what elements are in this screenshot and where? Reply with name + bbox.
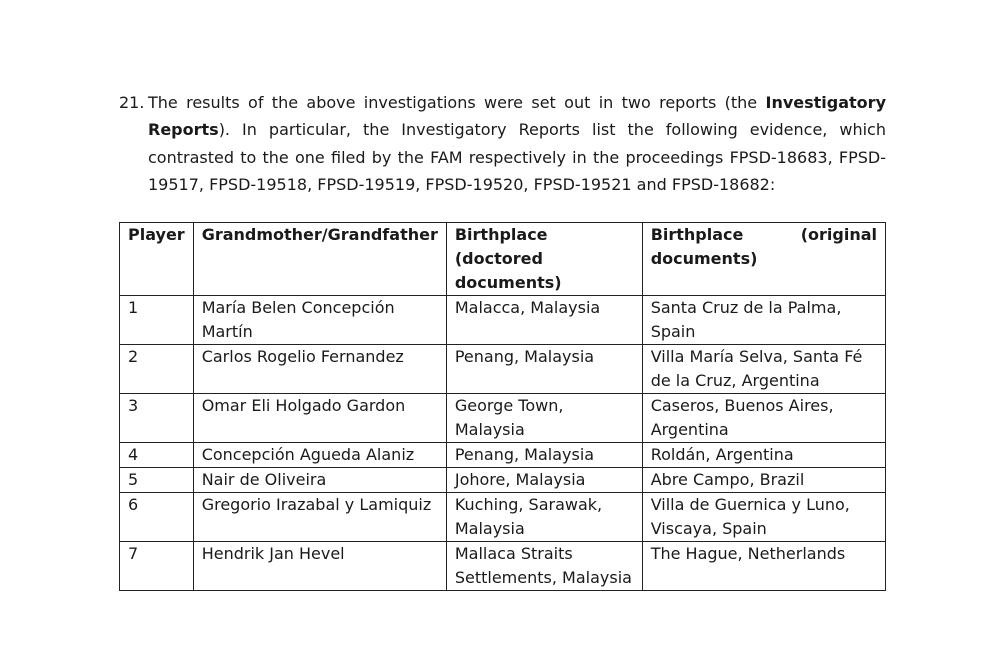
- cell-doctored: Kuching, Sarawak, Malaysia: [446, 493, 642, 542]
- cell-doctored: George Town, Malaysia: [446, 394, 642, 443]
- header-player: Player: [120, 223, 194, 296]
- header-doctored: Birthplace (doctored documents): [446, 223, 642, 296]
- cell-grandparent: Omar Eli Holgado Gardon: [193, 394, 446, 443]
- header-original-word: Birthplace: [650, 225, 744, 244]
- cell-original: Villa María Selva, Santa Fé de la Cruz, Argentina: [642, 345, 885, 394]
- table-row: [120, 542, 886, 591]
- evidence-table: [119, 222, 886, 591]
- table-row: [120, 493, 886, 542]
- cell-player: 1: [120, 296, 194, 345]
- cell-grandparent: Concepción Agueda Alaniz: [193, 443, 446, 468]
- table-row: [120, 296, 886, 345]
- cell-original: Roldán, Argentina: [642, 443, 885, 468]
- cell-doctored: Penang, Malaysia: [446, 345, 642, 394]
- cell-doctored: Mallaca Straits Settlements, Malaysia: [446, 542, 642, 591]
- cell-player: 5: [120, 468, 194, 493]
- paragraph-bold-term: Investigatory Reports: [148, 93, 886, 140]
- cell-grandparent: Carlos Rogelio Fernandez: [193, 345, 446, 394]
- header-original-rest-first: (original: [800, 225, 877, 244]
- paragraph-number: 21.: [119, 93, 145, 112]
- cell-original: Caseros, Buenos Aires, Argentina: [642, 394, 885, 443]
- cell-doctored: Malacca, Malaysia: [446, 296, 642, 345]
- cell-player: 3: [120, 394, 194, 443]
- table-body: [120, 296, 886, 591]
- paragraph-21: [119, 89, 886, 199]
- cell-grandparent: Gregorio Irazabal y Lamiquiz: [193, 493, 446, 542]
- table-row: [120, 394, 886, 443]
- cell-original: Villa de Guernica y Luno, Viscaya, Spain: [642, 493, 885, 542]
- cell-original: The Hague, Netherlands: [642, 542, 885, 591]
- cell-grandparent: Nair de Oliveira: [193, 468, 446, 493]
- header-original: [642, 223, 885, 296]
- header-grandparent: Grandmother/Grandfather: [193, 223, 446, 296]
- cell-grandparent: María Belen Concepción Martín: [193, 296, 446, 345]
- header-original-rest-second: documents): [650, 249, 758, 268]
- cell-doctored: Penang, Malaysia: [446, 443, 642, 468]
- table-header-row: [120, 223, 886, 296]
- cell-player: 6: [120, 493, 194, 542]
- paragraph-text-1: The results of the above investigations were set out in two reports (the: [148, 93, 766, 112]
- cell-player: 4: [120, 443, 194, 468]
- paragraph-text-2: ). In particular, the Investigatory Reports list the following evidence, which contrasted to the one filed by the FAM respectively in the proceedings FPSD-18683, FPSD-19517, FPSD-19518, FPSD-19519, FPSD-19520, FPSD-19521 and FPSD-18682:: [148, 120, 886, 195]
- cell-player: 7: [120, 542, 194, 591]
- table-row: [120, 345, 886, 394]
- table-row: [120, 443, 886, 468]
- cell-original: Santa Cruz de la Palma, Spain: [642, 296, 885, 345]
- table-row: [120, 468, 886, 493]
- cell-player: 2: [120, 345, 194, 394]
- paragraph-body: [148, 89, 886, 199]
- cell-grandparent: Hendrik Jan Hevel: [193, 542, 446, 591]
- cell-original: Abre Campo, Brazil: [642, 468, 885, 493]
- cell-doctored: Johore, Malaysia: [446, 468, 642, 493]
